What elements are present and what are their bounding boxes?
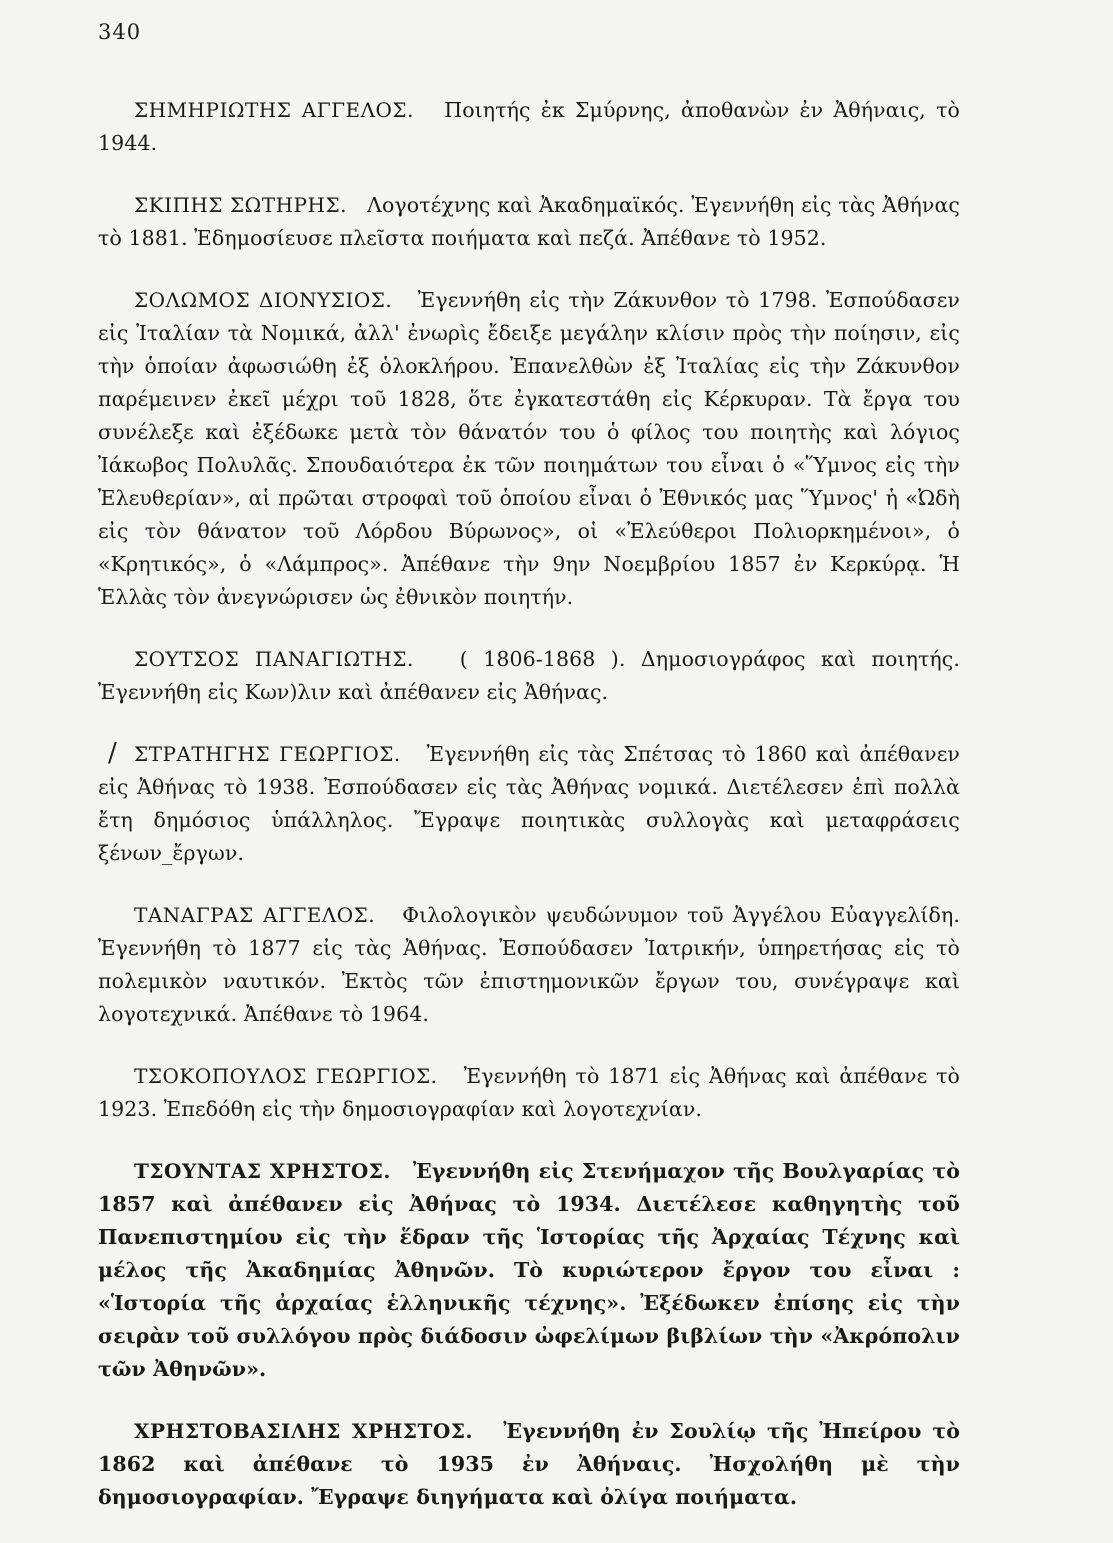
- entry-name: ΤΑΝΑΓΡΑΣ ΑΓΓΕΛΟΣ.: [134, 903, 376, 927]
- entry: [98, 189, 960, 255]
- entry: [98, 1060, 960, 1126]
- entry-text: Ποιητής ἐκ Σμύρνης, ἀποθανὼν ἐν Ἀθήναις, τὸ 1944.: [98, 98, 960, 155]
- entry-name: ΣΚΙΠΗΣ ΣΩΤΗΡΗΣ.: [134, 193, 347, 217]
- entry-name: ΤΣΟΚΟΠΟΥΛΟΣ ΓΕΩΡΓΙΟΣ.: [134, 1064, 438, 1088]
- entry-text: Φιλολογικὸν ψευδώνυμον τοῦ Ἀγγέλου Εὐαγγελίδη. Ἐγεννήθη τὸ 1877 εἰς τὰς Ἀθήνας. Ἐσπούδασεν Ἰατρικήν, ὑπηρετήσας εἰς τὸ πολεμικὸν ναυτικόν. Ἐκτὸς τῶν ἐπιστημονικῶν ἔργων του, συνέγραψε καὶ λογοτεχνικά. Ἀπέθανε τὸ 1964.: [98, 903, 960, 1026]
- entry-text: Ἐγεννήθη εἰς τὴν Ζάκυνθον τὸ 1798. Ἐσπούδασεν εἰς Ἰταλίαν τὰ Νομικά, ἀλλ' ἐνωρὶς ἔδειξε μεγάλην κλίσιν πρὸς τὴν ποίησιν, εἰς τὴν ὁποίαν ἀφωσιώθη ἐξ ὁλοκλήρου. Ἐπανελθὼν ἐξ Ἰταλίας εἰς τὴν Ζάκυνθον παρέμεινεν ἐκεῖ μέχρι τοῦ 1828, ὅτε ἐγκατεστάθη εἰς Κέρκυραν. Τὰ ἔργα του συνέλεξε καὶ ἐξέδωκε μετὰ τὸν θάνατόν του ὁ φίλος του ποιητὴς καὶ λόγιος Ἰάκωβος Πολυλᾶς. Σπουδαιότερα ἐκ τῶν ποιημάτων του εἶναι ὁ «Ὕμνος εἰς τὴν Ἐλευθερίαν», αἱ πρῶται στροφαὶ τοῦ ὁποίου εἶναι ὁ Ἐθνικός μας Ὕμνος' ἡ «Ὠδὴ εἰς τὸν θάνατον τοῦ Λόρδου Βύρωνος», οἱ «Ἐλεύθεροι Πολιορκημένοι», ὁ «Κρητικός», ὁ «Λάμπρος». Ἀπέθανε τὴν 9ην Νοεμβρίου 1857 ἐν Κερκύρᾳ. Ἡ Ἑλλὰς τὸν ἀνεγνώρισεν ὡς ἐθνικὸν ποιητήν.: [98, 288, 960, 609]
- entry-name: ΤΣΟΥΝΤΑΣ ΧΡΗΣΤΟΣ.: [134, 1159, 391, 1183]
- entry-text: Ἐγεννήθη εἰς τὰς Σπέτσας τὸ 1860 καὶ ἀπέθανεν εἰς Ἀθήνας τὸ 1938. Ἐσπούδασεν εἰς τὰς Ἀθήνας νομικά. Διετέλεσεν ἐπὶ πολλὰ ἔτη δημόσιος ὑπάλληλος. Ἔγραψε ποιητικὰς συλλογὰς καὶ μεταφράσεις ξένων_ἔργων.: [98, 742, 960, 865]
- page-number: 340: [98, 20, 142, 44]
- entry-name: ΣΗΜΗΡΙΩΤΗΣ ΑΓΓΕΛΟΣ.: [134, 98, 414, 122]
- margin-mark: /: [108, 738, 117, 768]
- entry-text: Ἐγεννήθη ἐν Σουλίῳ τῆς Ἠπείρου τὸ 1862 καὶ ἀπέθανε τὸ 1935 ἐν Ἀθήναις. Ἠσχολήθη μὲ τὴν δημοσιογραφίαν. Ἔγραψε διηγήματα καὶ ὀλίγα ποιήματα.: [98, 1419, 960, 1509]
- entry: [98, 899, 960, 1031]
- entry: [98, 284, 960, 614]
- entry-name: ΣΤΡΑΤΗΓΗΣ ΓΕΩΡΓΙΟΣ.: [134, 742, 401, 766]
- entry-name: ΧΡΗΣΤΟΒΑΣΙΛΗΣ ΧΡΗΣΤΟΣ.: [134, 1419, 473, 1443]
- entry: [98, 94, 960, 160]
- entry: [98, 643, 960, 709]
- entry-name: ΣΟΛΩΜΟΣ ΔΙΟΝΥΣΙΟΣ.: [134, 288, 393, 312]
- entry: [98, 738, 960, 870]
- entry: [98, 1155, 960, 1386]
- entry-name: ΣΟΥΤΣΟΣ ΠΑΝΑΓΙΩΤΗΣ.: [134, 647, 414, 671]
- entry-text: Ἐγεννήθη τὸ 1871 εἰς Ἀθήνας καὶ ἀπέθανε τὸ 1923. Ἐπεδόθη εἰς τὴν δημοσιογραφίαν καὶ λογοτεχνίαν.: [98, 1064, 960, 1121]
- entry-text: Ἐγεννήθη εἰς Στενήμαχον τῆς Βουλγαρίας τὸ 1857 καὶ ἀπέθανεν εἰς Ἀθήνας τὸ 1934. Διετέλεσε καθηγητὴς τοῦ Πανεπιστημίου εἰς τὴν ἕδραν τῆς Ἱστορίας τῆς Ἀρχαίας Τέχνης καὶ μέλος τῆς Ἀκαδημίας Ἀθηνῶν. Τὸ κυριώτερον ἔργον του εἶναι : «Ἱστορία τῆς ἀρχαίας ἑλληνικῆς τέχνης». Ἐξέδωκεν ἐπίσης εἰς τὴν σειρὰν τοῦ συλλόγου πρὸς διάδοσιν ὠφελίμων βιβλίων τὴν «Ἀκρόπολιν τῶν Ἀθηνῶν».: [98, 1159, 960, 1381]
- entry-text: ( 1806-1868 ). Δημοσιογράφος καὶ ποιητής. Ἐγεννήθη εἰς Κων)λιν καὶ ἀπέθανεν εἰς Ἀθήνας.: [98, 647, 960, 704]
- entries-list: [98, 94, 960, 1543]
- entry: [98, 1415, 960, 1514]
- entry-text: Λογοτέχνης καὶ Ἀκαδημαϊκός. Ἐγεννήθη εἰς τὰς Ἀθήνας τὸ 1881. Ἐδημοσίευσε πλεῖστα ποιήματα καὶ πεζά. Ἀπέθανε τὸ 1952.: [98, 193, 960, 250]
